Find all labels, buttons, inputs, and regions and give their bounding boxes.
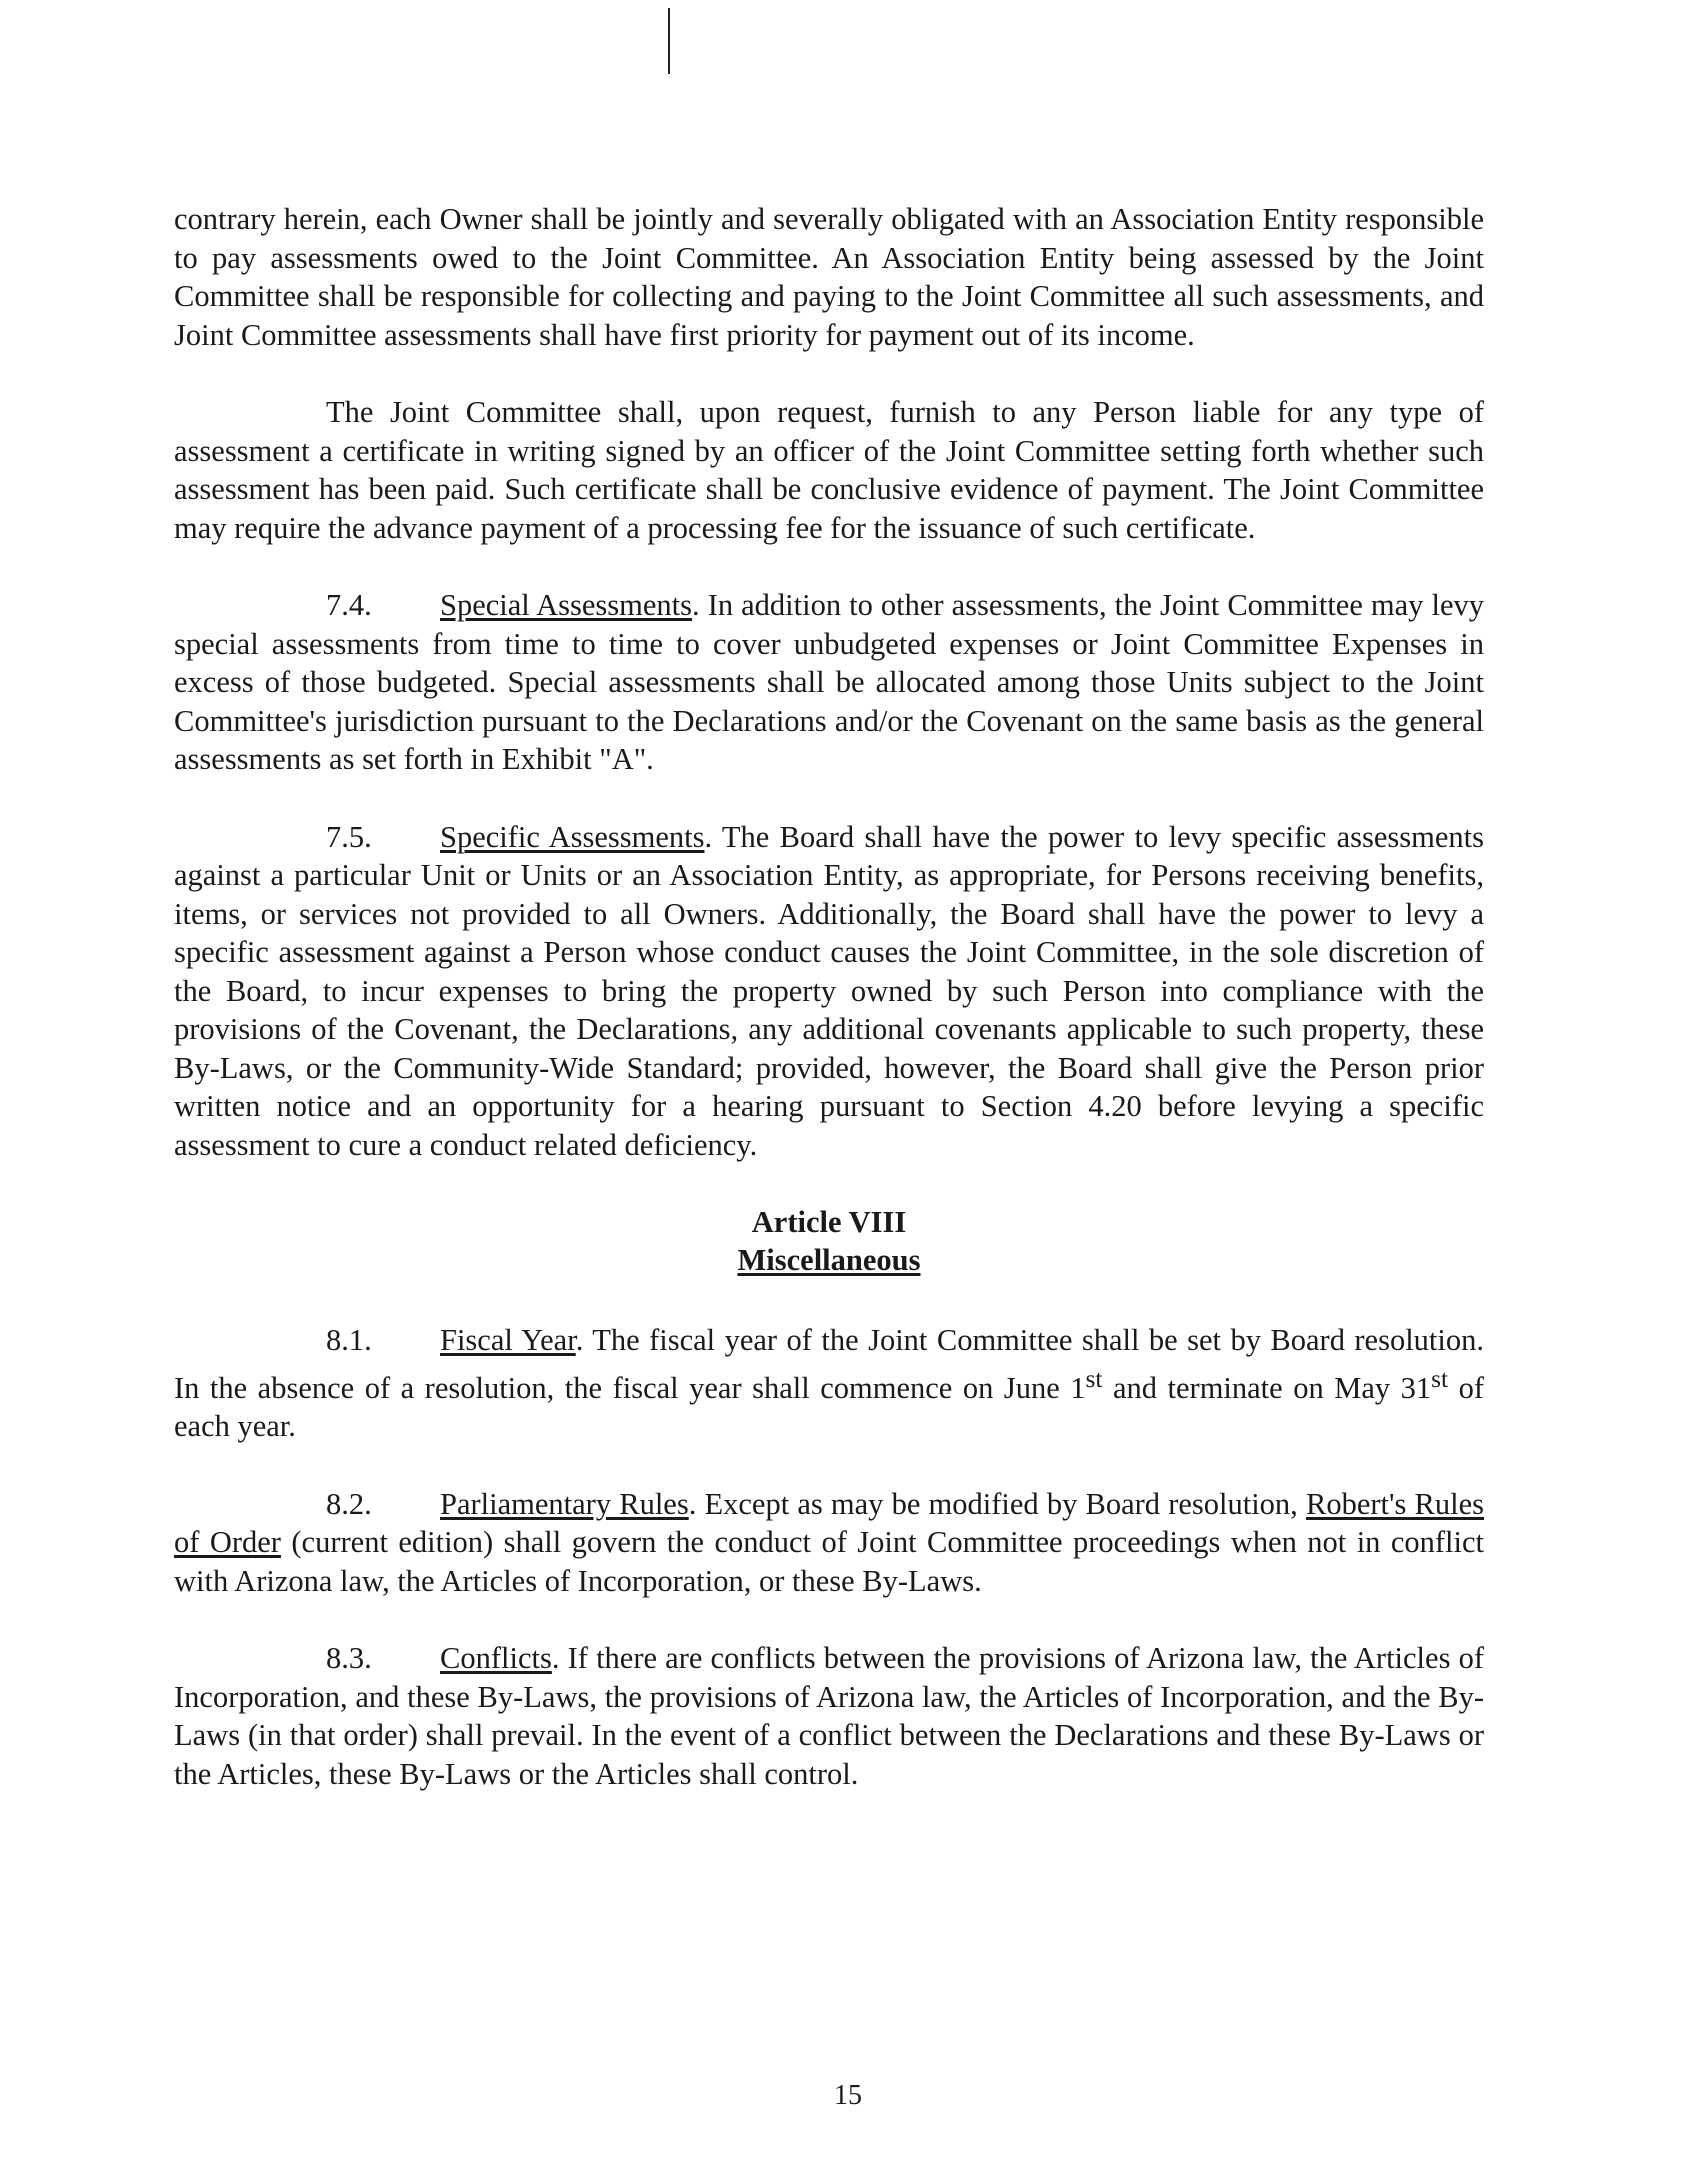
article-subtitle: Miscellaneous (737, 1243, 921, 1277)
section-number: 7.5. (326, 819, 372, 854)
section-heading: Special Assessments (440, 588, 693, 622)
book-title: Robert's Rules of Order (174, 1486, 1484, 1560)
section-8-2 (174, 1485, 1484, 1601)
paragraph-assessment-obligation (174, 200, 1484, 354)
paragraph-text: contrary herein, each Owner shall be jointly and severally obligated with an Association Entity responsible to pay assessments owed to the Joint Committee. An Association Entity being assessed by the Joint Committee shall be responsible for collecting and paying to the Joint Committee all such assessments, and Joint Committee assessments shall have first priority for payment out of its income. (174, 202, 1484, 352)
section-number: 7.4. (326, 588, 372, 622)
section-8-1 (174, 1321, 1484, 1446)
scan-artifact-line (668, 8, 670, 74)
section-number: 8.2. (326, 1486, 372, 1521)
section-text: . Except as may be modified by Board resolution, (688, 1486, 1306, 1521)
section-heading: Conflicts (440, 1641, 552, 1676)
article-title: Article VIII (751, 1205, 907, 1239)
ordinal-suffix: st (1085, 1364, 1103, 1393)
section-7-5 (174, 818, 1484, 1165)
section-heading: Parliamentary Rules (440, 1486, 689, 1521)
section-text: and terminate on May 31 (1102, 1370, 1432, 1405)
section-number: 8.3. (326, 1641, 372, 1676)
ordinal-suffix: st (1431, 1364, 1449, 1393)
section-text: of each year. (174, 1370, 1484, 1444)
section-text: . The Board shall have the power to levy specific assessments against a particular Unit or Units or an Association Entity, as appropriate, for Persons receiving benefits, items, or services not provided to all Owners. Additionally, the Board shall have the power to levy a specific assessment against a Person whose conduct causes the Joint Committee, in the sole discretion of the Board, to incur expenses to bring the property owned by such Person into compliance with the provisions of the Covenant, the Declarations, any additional covenants applicable to such property, these By-Laws, or the Community-Wide Standard; provided, however, the Board shall give the Person prior written notice and an opportunity for a hearing pursuant to Section 4.20 before levying a specific assessment to cure a conduct related deficiency. (174, 819, 1484, 1162)
section-text: . The fiscal year of the Joint Committee shall be set by Board resolution. In the absence of a resolution, the fiscal year shall commence on June 1 (174, 1323, 1485, 1405)
section-heading: Specific Assessments (440, 819, 705, 854)
paragraph-certificate (174, 393, 1484, 547)
section-text: . If there are conflicts between the provisions of Arizona law, the Articles of Incorporation, and these By-Laws, the provisions of Arizona law, the Articles of Incorporation, and the By-Laws (in that order) shall prevail. In the event of a conflict between the Declarations and these By-Laws or the Articles, these By-Laws or the Articles shall control. (174, 1641, 1484, 1791)
article-heading (174, 1203, 1484, 1279)
section-number: 8.1. (326, 1323, 372, 1357)
section-text: (current edition) shall govern the conduct of Joint Committee proceedings when not in conflict with Arizona law, the Articles of Incorporation, or these By-Laws. (174, 1525, 1484, 1598)
section-8-3 (174, 1639, 1484, 1793)
section-heading: Fiscal Year (440, 1323, 576, 1357)
section-text: . In addition to other assessments, the Joint Committee may levy special assessments from time to time to cover unbudgeted expenses or Joint Committee Expenses in excess of those budgeted. Special assessments shall be allocated among those Units subject to the Joint Committee's jurisdiction pursuant to the Declarations and/or the Covenant on the same basis as the general assessments as set forth in Exhibit "A". (174, 588, 1484, 776)
section-7-4 (174, 586, 1484, 779)
page-body (174, 200, 1484, 1832)
page-number: 15 (834, 2080, 862, 2111)
paragraph-text: The Joint Committee shall, upon request, furnish to any Person liable for any type of assessment a certificate in writing signed by an officer of the Joint Committee setting forth whether such assessment has been paid. Such certificate shall be conclusive evidence of payment. The Joint Committee may require the advance payment of a processing fee for the issuance of such certificate. (174, 395, 1484, 545)
